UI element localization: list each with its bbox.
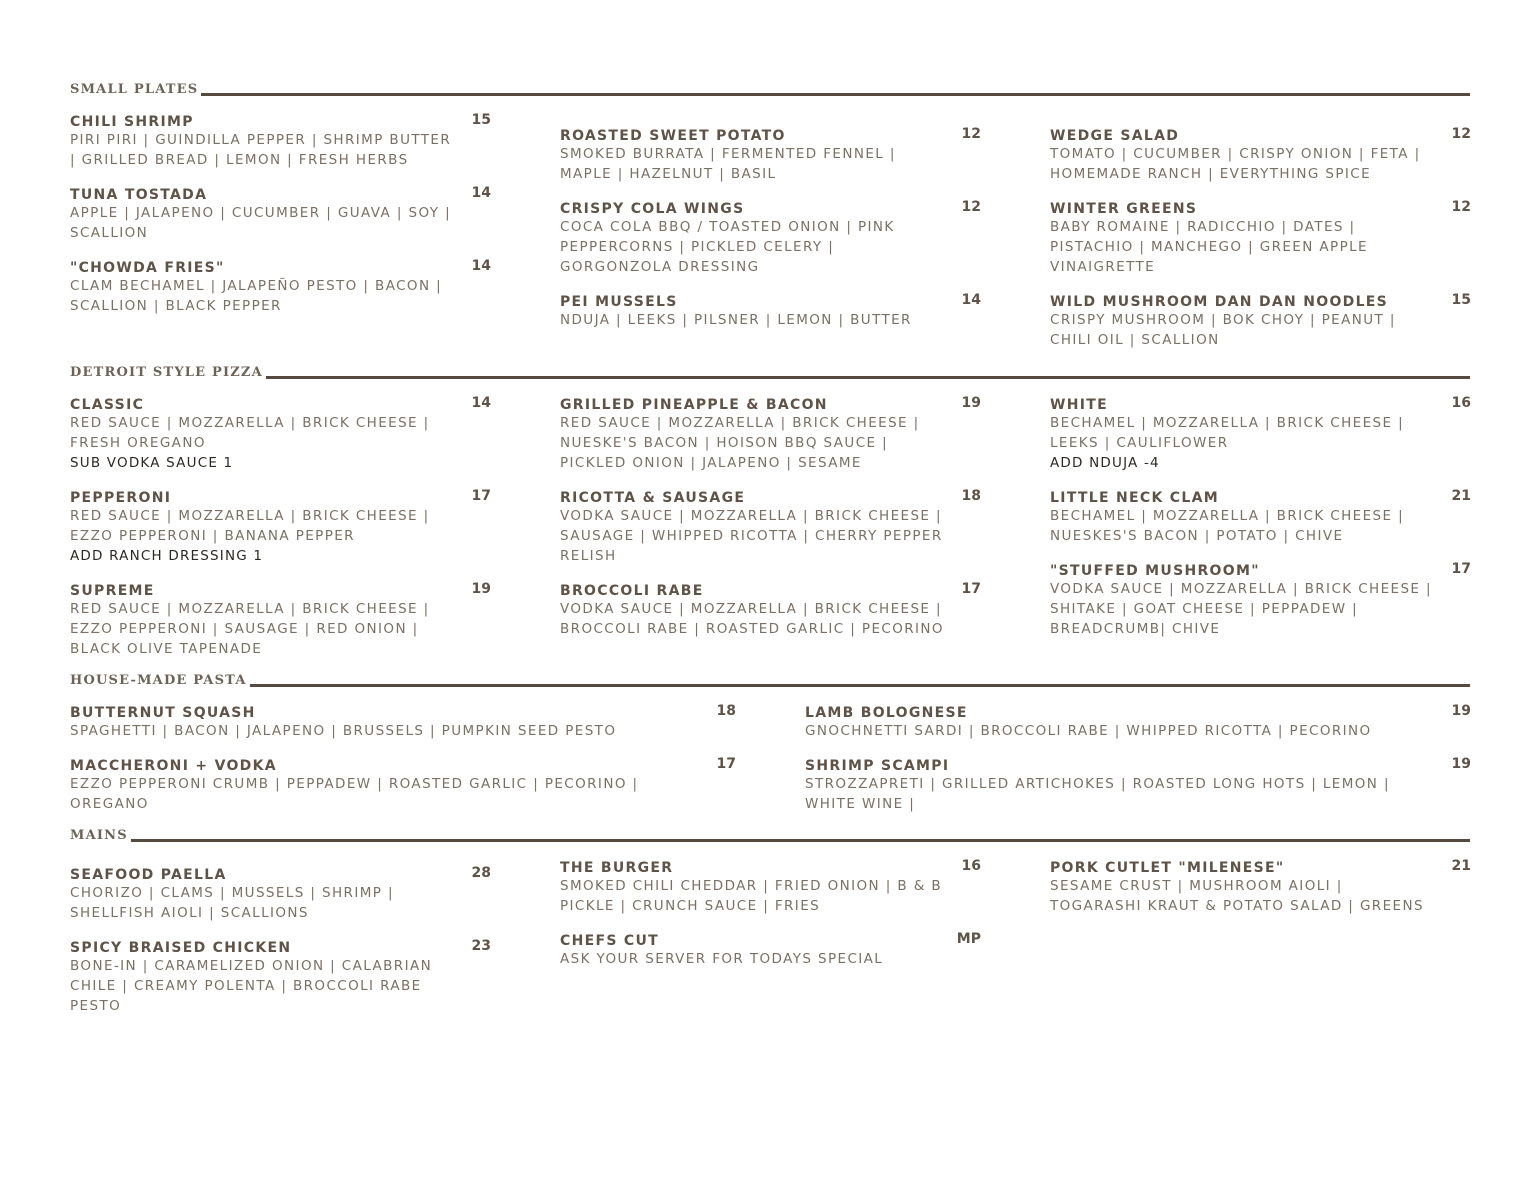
item-price: 15 — [1451, 292, 1471, 308]
item-description: SMOKED CHILI CHEDDAR | FRIED ONION | B & B PICKLE | CRUNCH SAUCE | FRIES — [560, 878, 943, 914]
item-add-on: ADD RANCH DRESSING 1 — [70, 548, 264, 564]
item-description: CLAM BECHAMEL | JALAPEÑO PESTO | BACON | SCALLION | BLACK PEPPER — [70, 278, 443, 314]
menu-item-classic — [70, 394, 491, 473]
item-price: 23 — [471, 938, 491, 954]
item-name: WHITE — [1050, 397, 1108, 413]
item-name: BUTTERNUT SQUASH — [70, 705, 256, 721]
menu-item-white — [1050, 394, 1471, 473]
item-description: BABY ROMAINE | RADICCHIO | DATES | PISTACHIO | MANCHEGO | GREEN APPLE VINAIGRETTE — [1050, 219, 1368, 275]
item-name: SPICY BRAISED CHICKEN — [70, 940, 292, 956]
item-name: CHEFS CUT — [560, 933, 659, 949]
item-description: BECHAMEL | MOZZARELLA | BRICK CHEESE | LEEKS | CAULIFLOWER — [1050, 415, 1405, 451]
item-description: RED SAUCE | MOZZARELLA | BRICK CHEESE | NUESKE'S BACON | HOISON BBQ SAUCE | PICKLED ONION | JALAPENO | SESAME — [560, 415, 920, 471]
item-price: 14 — [961, 292, 981, 308]
item-name: SHRIMP SCAMPI — [805, 758, 950, 774]
menu-item-little-neck-clam — [1050, 487, 1471, 546]
item-name: SEAFOOD PAELLA — [70, 867, 227, 883]
item-description: SESAME CRUST | MUSHROOM AIOLI | TOGARASHI KRAUT & POTATO SALAD | GREENS — [1050, 878, 1424, 914]
menu-item-crispy-cola-wings — [560, 198, 981, 277]
item-description: EZZO PEPPERONI CRUMB | PEPPADEW | ROASTED GARLIC | PECORINO | OREGANO — [70, 776, 639, 812]
item-price: 16 — [961, 858, 981, 874]
menu-item-chili-shrimp — [70, 111, 491, 170]
item-name: PEPPERONI — [70, 490, 172, 506]
menu-item-wedge-salad — [1050, 125, 1471, 184]
item-description: RED SAUCE | MOZZARELLA | BRICK CHEESE | FRESH OREGANO — [70, 415, 430, 451]
menu-item-wild-mushroom-dan-dan-noodles — [1050, 291, 1471, 350]
section-header-small-plates — [70, 76, 1470, 96]
item-price: 15 — [471, 112, 491, 128]
item-price: 12 — [1451, 126, 1471, 142]
menu-item-roasted-sweet-potato — [560, 125, 981, 184]
item-description: VODKA SAUCE | MOZZARELLA | BRICK CHEESE | SAUSAGE | WHIPPED RICOTTA | CHERRY PEPPER RELISH — [560, 508, 943, 564]
item-price: 14 — [471, 185, 491, 201]
item-description: COCA COLA BBQ / TOASTED ONION | PINK PEPPERCORNS | PICKLED CELERY | GORGONZOLA DRESSING — [560, 219, 895, 275]
item-description: ASK YOUR SERVER FOR TODAYS SPECIAL — [560, 951, 884, 967]
item-price: 21 — [1451, 488, 1471, 504]
section-header-mains — [70, 822, 1470, 842]
item-price: 12 — [1451, 199, 1471, 215]
item-description: VODKA SAUCE | MOZZARELLA | BRICK CHEESE | SHITAKE | GOAT CHEESE | PEPPADEW | BREADCRUMB| CHIVE — [1050, 581, 1432, 637]
item-price: 18 — [716, 703, 736, 719]
menu-item-pepperoni — [70, 487, 491, 566]
section-divider — [266, 376, 1470, 379]
item-name: THE BURGER — [560, 860, 674, 876]
item-description: APPLE | JALAPENO | CUCUMBER | GUAVA | SOY | SCALLION — [70, 205, 452, 241]
menu-item-ricotta-sausage — [560, 487, 981, 566]
item-name: RICOTTA & SAUSAGE — [560, 490, 746, 506]
section-divider — [201, 93, 1470, 96]
item-description: RED SAUCE | MOZZARELLA | BRICK CHEESE | EZZO PEPPERONI | BANANA PEPPER — [70, 508, 430, 544]
section-title: MAINS — [70, 828, 128, 843]
item-description: TOMATO | CUCUMBER | CRISPY ONION | FETA | HOMEMADE RANCH | EVERYTHING SPICE — [1050, 146, 1421, 182]
item-price: 12 — [961, 199, 981, 215]
item-description: SPAGHETTI | BACON | JALAPENO | BRUSSELS | PUMPKIN SEED PESTO — [70, 723, 617, 739]
item-description: PIRI PIRI | GUINDILLA PEPPER | SHRIMP BUTTER | GRILLED BREAD | LEMON | FRESH HERBS — [70, 132, 452, 168]
item-description: RED SAUCE | MOZZARELLA | BRICK CHEESE | EZZO PEPPERONI | SAUSAGE | RED ONION | BLACK OLIVE TAPENADE — [70, 601, 430, 657]
item-name: LITTLE NECK CLAM — [1050, 490, 1219, 506]
item-description: BECHAMEL | MOZZARELLA | BRICK CHEESE | NUESKES'S BACON | POTATO | CHIVE — [1050, 508, 1405, 544]
menu-item-stuffed-mushroom — [1050, 560, 1471, 639]
item-price: 16 — [1451, 395, 1471, 411]
section-title: DETROIT STYLE PIZZA — [70, 365, 263, 380]
item-price: MP — [956, 931, 981, 947]
item-price: 19 — [471, 581, 491, 597]
item-name: "STUFFED MUSHROOM" — [1050, 563, 1260, 579]
item-description: SMOKED BURRATA | FERMENTED FENNEL | MAPLE | HAZELNUT | BASIL — [560, 146, 896, 182]
section-title: HOUSE-MADE PASTA — [70, 673, 247, 688]
menu-item-lamb-bolognese — [805, 702, 1471, 741]
section-header-detroit-style-pizza — [70, 359, 1470, 379]
menu-item-pei-mussels — [560, 291, 981, 330]
section-header-house-made-pasta — [70, 667, 1470, 687]
item-name: WEDGE SALAD — [1050, 128, 1180, 144]
item-price: 17 — [1451, 561, 1471, 577]
item-name: WINTER GREENS — [1050, 201, 1198, 217]
item-description: CHORIZO | CLAMS | MUSSELS | SHRIMP | SHELLFISH AIOLI | SCALLIONS — [70, 885, 394, 921]
item-name: ROASTED SWEET POTATO — [560, 128, 786, 144]
menu-item-the-burger — [560, 857, 981, 916]
item-price: 17 — [716, 756, 736, 772]
item-price: 18 — [961, 488, 981, 504]
item-name: LAMB BOLOGNESE — [805, 705, 968, 721]
item-name: GRILLED PINEAPPLE & BACON — [560, 397, 828, 413]
menu-item-shrimp-scampi — [805, 755, 1471, 814]
section-divider — [250, 684, 1470, 687]
item-description: STROZZAPRETI | GRILLED ARTICHOKES | ROASTED LONG HOTS | LEMON | WHITE WINE | — [805, 776, 1390, 812]
item-name: PEI MUSSELS — [560, 294, 678, 310]
item-name: WILD MUSHROOM DAN DAN NOODLES — [1050, 294, 1389, 310]
menu-item-grilled-pineapple-bacon — [560, 394, 981, 473]
menu-item-supreme — [70, 580, 491, 659]
item-name: SUPREME — [70, 583, 155, 599]
item-name: BROCCOLI RABE — [560, 583, 704, 599]
item-description: GNOCHNETTI SARDI | BROCCOLI RABE | WHIPPED RICOTTA | PECORINO — [805, 723, 1372, 739]
item-price: 19 — [1451, 756, 1471, 772]
menu-item-seafood-paella — [70, 864, 491, 923]
menu-item-spicy-braised-chicken — [70, 937, 491, 1016]
item-add-on: SUB VODKA SAUCE 1 — [70, 455, 234, 471]
menu-item-pork-cutlet-milenese — [1050, 857, 1471, 916]
section-divider — [131, 839, 1470, 842]
item-name: TUNA TOSTADA — [70, 187, 208, 203]
menu-item-butternut-squash — [70, 702, 736, 741]
item-price: 19 — [1451, 703, 1471, 719]
item-description: CRISPY MUSHROOM | BOK CHOY | PEANUT | CHILI OIL | SCALLION — [1050, 312, 1396, 348]
menu-item-tuna-tostada — [70, 184, 491, 243]
item-price: 14 — [471, 258, 491, 274]
item-name: PORK CUTLET "MILENESE" — [1050, 860, 1285, 876]
item-price: 14 — [471, 395, 491, 411]
item-price: 17 — [961, 581, 981, 597]
menu-item-broccoli-rabe — [560, 580, 981, 639]
item-description: VODKA SAUCE | MOZZARELLA | BRICK CHEESE | BROCCOLI RABE | ROASTED GARLIC | PECORINO — [560, 601, 944, 637]
item-price: 28 — [471, 865, 491, 881]
item-description: NDUJA | LEEKS | PILSNER | LEMON | BUTTER — [560, 312, 912, 328]
menu-item-winter-greens — [1050, 198, 1471, 277]
item-name: CLASSIC — [70, 397, 145, 413]
item-name: CHILI SHRIMP — [70, 114, 194, 130]
item-description: BONE-IN | CARAMELIZED ONION | CALABRIAN CHILE | CREAMY POLENTA | BROCCOLI RABE PESTO — [70, 958, 433, 1014]
item-price: 19 — [961, 395, 981, 411]
item-name: "CHOWDA FRIES" — [70, 260, 225, 276]
menu-item-chefs-cut — [560, 930, 981, 969]
section-title: SMALL PLATES — [70, 82, 199, 97]
item-add-on: ADD NDUJA -4 — [1050, 455, 1160, 471]
item-price: 21 — [1451, 858, 1471, 874]
item-price: 17 — [471, 488, 491, 504]
menu-item-maccheroni-vodka — [70, 755, 736, 814]
item-name: CRISPY COLA WINGS — [560, 201, 745, 217]
menu-item-chowda-fries — [70, 257, 491, 316]
item-name: MACCHERONI + VODKA — [70, 758, 277, 774]
item-price: 12 — [961, 126, 981, 142]
